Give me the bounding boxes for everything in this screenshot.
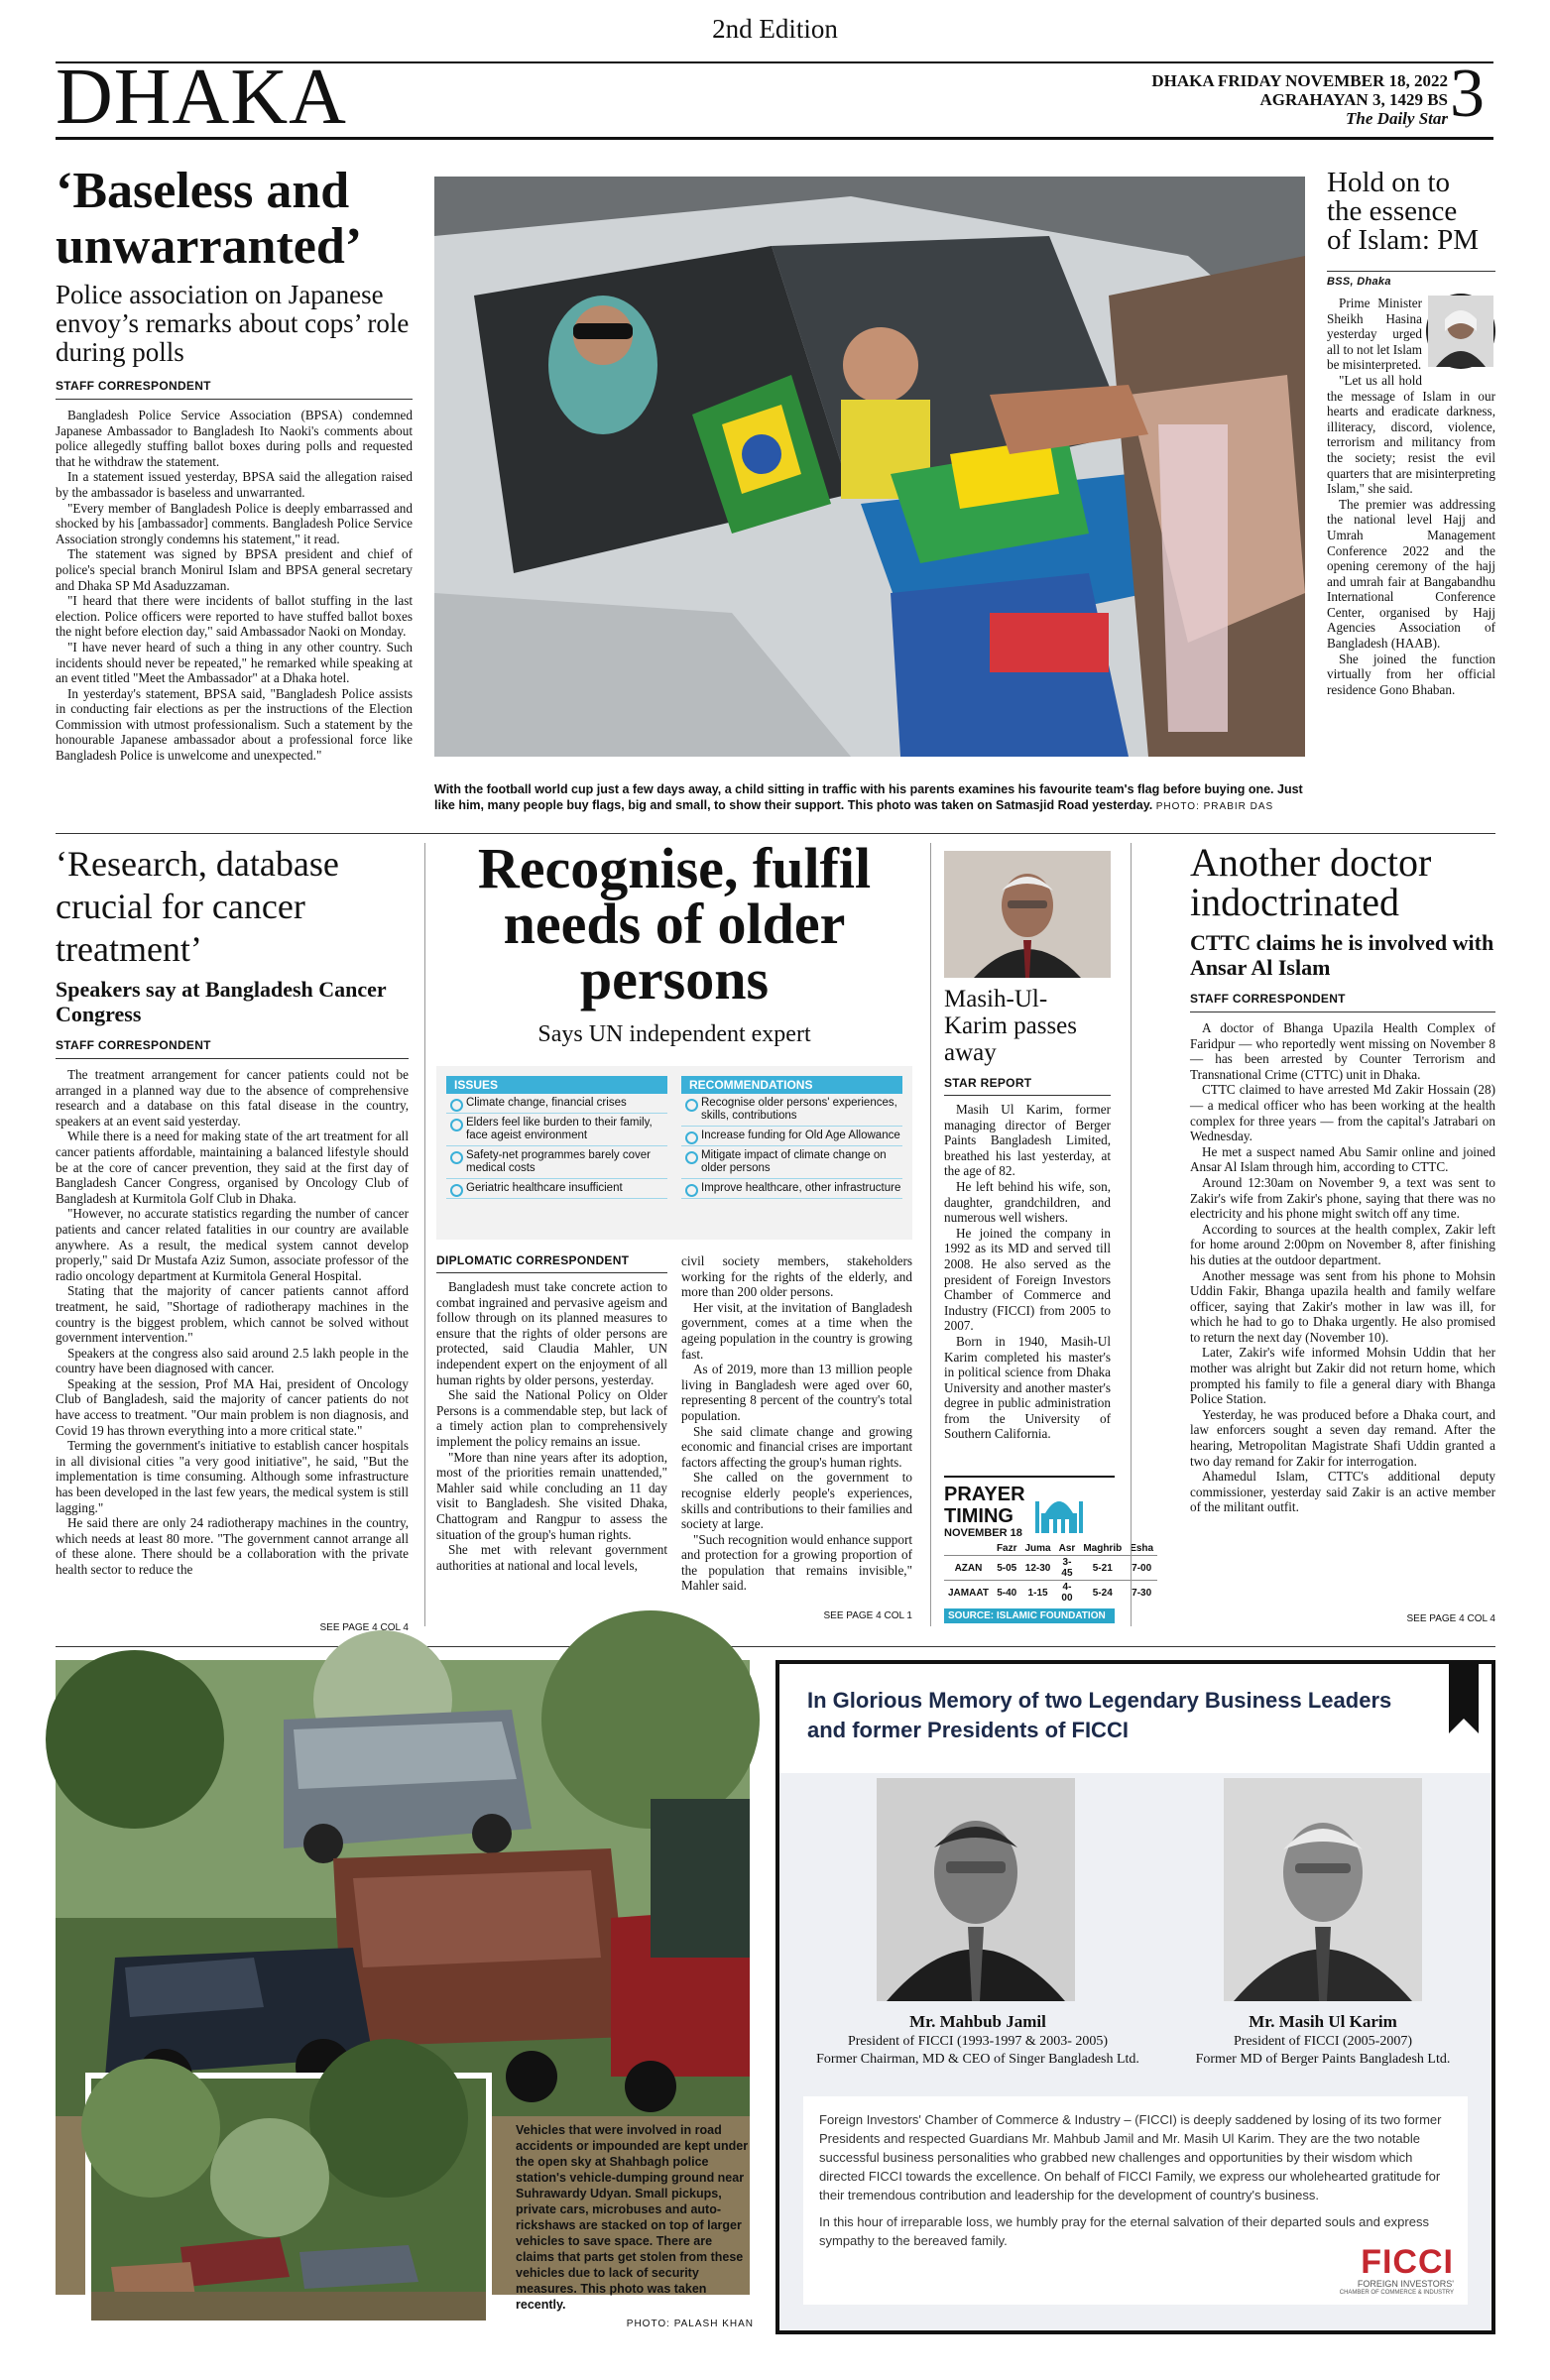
paragraph: Bangladesh Police Service Association (BPSA) condemned Japanese Ambassador to Bangladesh Ito Naoki's comments about police allegedly stuffing ballot boxes during polls and requested that he withdraw the statement. — [56, 408, 413, 469]
paragraph: The premier was addressing the national level Hajj and Umrah Management Conference 2022 and the opening ceremony of the hajj and umrah fair at Bangabandhu International Conference Center, organised by Hajj Agencies Association of Bangladesh (HAAB). — [1327, 496, 1495, 652]
caption-text: Vehicles that were involved in road accidents or impounded are kept under the open sky at Shahbagh police station's vehicle-dumping ground near Suhrawardy Udyan. Small pickups, private cars, microbuses and auto-rickshaws are stacked on top of larger vehicles to save space. There are claims that parts get stolen from these vehicles due to lack of security measures. This photo was taken recently. — [516, 2123, 749, 2312]
recommendation-item: Improve healthcare, other infrastructure — [681, 1179, 902, 1199]
table-header: Maghrib — [1083, 1543, 1123, 1554]
table-cell: 5-05 — [997, 1562, 1017, 1574]
paragraph: "More than nine years after its adoption, most of the priorities remain unattended," Mahler said while concluding an 11 day visit to Bangladesh. She visited Dhaka, Chattogram and Rangpur to assess the situation of the group's human rights. — [436, 1449, 667, 1542]
paper-logo: The Daily Star — [1346, 109, 1448, 128]
mahbub-jamil-portrait — [877, 1778, 1075, 2001]
story-baseless — [56, 164, 413, 824]
photo-credit: PHOTO: PALASH KHAN — [626, 2319, 754, 2329]
portrait-icon — [1224, 1778, 1422, 2001]
ficci-memorial-ad — [775, 1660, 1495, 2334]
flag-photo-image — [434, 177, 1305, 757]
paragraph: "Let us all hold the message of Islam in our hearts and eradicate darkness, illiteracy, discord, violence, terrorism and militancy from the society; resist the evil quarters that are misinterpreting Islam," she said. — [1327, 372, 1495, 497]
table-cell: AZAN — [954, 1562, 983, 1574]
headline-line: Recognise, fulfil — [477, 836, 872, 900]
table-cell: 5-21 — [1092, 1562, 1113, 1574]
article-body — [681, 1253, 912, 1610]
paragraph: She said the National Policy on Older Persons is a commendable step, but lack of a timely action plan to comprehensively implement the policy remains an issue. — [436, 1387, 667, 1449]
table-header: Asr — [1058, 1543, 1076, 1554]
person-role: Former MD of Berger Paints Bangladesh Ltd. — [1195, 2052, 1451, 2067]
person-2-info — [1156, 2011, 1490, 2069]
paragraph: She said climate change and growing economic and financial crises are important factors affecting the group's human rights. — [681, 1423, 912, 1470]
issues-panel — [436, 1066, 912, 1240]
paragraph: He joined the company in 1992 as its MD and served till 2008. He also served as the president of Foreign Investors Chamber of Commerce and Industry (FICCI) from 2005 to 2007. — [944, 1225, 1111, 1334]
issues-title: ISSUES — [446, 1076, 667, 1094]
paragraph: In yesterday's statement, BPSA said, "Bangladesh Police assists in conducting fair elections as per the instructions of the Election Commission with utmost professionalism. Such a statement by the honourable Japanese ambassador about a professional force like Bangladesh Police is unwelcome and unexpected." — [56, 685, 413, 764]
dek: Says UN independent expert — [537, 1021, 811, 1047]
date-block — [1111, 71, 1448, 128]
prayer-title-line: TIMING — [944, 1505, 1013, 1527]
paragraph: He left behind his wife, son, daughter, grandchildren, and numerous well wishers. — [944, 1178, 1111, 1226]
story-islam — [1327, 169, 1495, 757]
ficci-logo-sub: FOREIGN INVESTORS' — [1357, 2279, 1454, 2289]
masih-ul-karim-portrait — [1224, 1778, 1422, 2001]
masih-photo — [944, 851, 1111, 978]
article-body — [56, 408, 413, 824]
headline-line: of Islam: PM — [1327, 224, 1480, 256]
recommendation-item: Increase funding for Old Age Allowance — [681, 1127, 902, 1146]
see-page-jump[interactable]: SEE PAGE 4 COL 1 — [823, 1610, 912, 1621]
ficci-logo-sub: CHAMBER OF COMMERCE & INDUSTRY — [1339, 2290, 1454, 2296]
recommendations-title: RECOMMENDATIONS — [681, 1076, 902, 1094]
person-1-info — [779, 2011, 1176, 2069]
paragraph: "Every member of Bangladesh Police is deeply embarrassed and shocked by his [ambassador] comments. Bangladesh Police Service Association strongly condemns his statement," it read. — [56, 500, 413, 546]
headline-line: persons — [579, 947, 770, 1012]
table-row — [944, 1556, 1157, 1581]
column-rule — [1131, 843, 1132, 1626]
paragraph: CTTC claimed to have arrested Md Zakir Hossain (28) — a medical officer who has been working at the health complex for three years — from the capital's Jatrabari on Wednesday. — [1190, 1082, 1495, 1144]
paragraph: Bangladesh must take concrete action to combat ingrained and pervasive ageism and follow through on its planned measures to ensure that the rights of older persons are protected, said Claudia Mahler, UN independent expert on the enjoyment of all human rights by older persons, yesterday. — [436, 1279, 667, 1387]
paragraph: Around 12:30am on November 9, a text was sent to Zakir's wife from Zakir's phone, saying that there was no electricity and his phone might switch off any time. — [1190, 1174, 1495, 1222]
article-body — [56, 1067, 409, 1622]
ad-title — [807, 1686, 1391, 1745]
section-rule — [56, 1646, 1495, 1647]
byline-rule — [56, 399, 413, 400]
paragraph: Yesterday, he was produced before a Dhaka court, and law enforcers sought a seven day remand. After the hearing, Metropolitan Magistrate Shafi Uddin granted a two day remand for Zakir for interrogation. — [1190, 1406, 1495, 1469]
dek: Speakers say at Bangladesh Cancer Congress — [56, 977, 387, 1026]
table-row — [944, 1581, 1157, 1606]
person-name: Mr. Masih Ul Karim — [1249, 2012, 1397, 2031]
paragraph: She joined the function virtually from her official residence Gono Bhaban. — [1327, 651, 1495, 697]
recommendation-item: Recognise older persons' experiences, skills, contributions — [681, 1094, 902, 1127]
headline — [1190, 840, 1495, 924]
headline-line: away — [944, 1039, 997, 1066]
issues-column — [446, 1076, 667, 1230]
ad-body — [803, 2096, 1468, 2305]
see-page-jump[interactable]: SEE PAGE 4 COL 4 — [1406, 1613, 1495, 1624]
ficci-logo — [1340, 2245, 1454, 2297]
table-cell: 7-00 — [1132, 1562, 1152, 1574]
headline-line: unwarranted’ — [56, 218, 363, 275]
story-doctor — [1190, 840, 1495, 1624]
table-cell: 1-15 — [1027, 1587, 1048, 1599]
headline-line: treatment’ — [56, 929, 202, 969]
ad-header — [779, 1664, 1491, 1773]
paragraph: Prime Minister Sheikh Hasina yesterday urged all to not let Islam be misinterpreted. — [1327, 296, 1422, 373]
portrait-icon — [877, 1778, 1075, 2001]
flag-photo — [434, 177, 1305, 757]
flag-photo-caption — [434, 781, 1305, 815]
table-header: Esha — [1130, 1543, 1154, 1554]
mosque-icon — [1031, 1488, 1087, 1537]
vehicle-inset-photo — [85, 2073, 492, 2326]
byline: DIPLOMATIC CORRESPONDENT — [436, 1253, 630, 1267]
portrait-icon — [944, 851, 1111, 978]
vehicle-photo-caption — [516, 2122, 754, 2332]
bangla-date: AGRAHAYAN 3, 1429 BS — [1259, 90, 1448, 109]
headline-line: Another doctor — [1190, 840, 1432, 885]
byline-rule — [1327, 271, 1495, 272]
byline: STAFF CORRESPONDENT — [56, 1038, 211, 1052]
paragraph: Speaking at the session, Prof MA Hai, president of Oncology Club of Bangladesh, said the majority of cancer patients do not have access to treatment. "Our main problem is non diagnosis, and Covid 19 has thrown everything into a more critical state." — [56, 1375, 409, 1438]
column-rule — [424, 843, 425, 1626]
headline-line: Hold on to — [1327, 167, 1451, 198]
headline-line: ‘Research, database — [56, 844, 339, 884]
headline — [1327, 169, 1495, 255]
ad-paragraph: In this hour of irreparable loss, we humbly pray for the eternal salvation of their departed souls and express sympathy to the bereaved family. — [819, 2214, 1429, 2248]
headline — [56, 164, 413, 275]
byline-rule — [436, 1272, 667, 1273]
story-older-persons — [436, 836, 912, 1621]
headline — [56, 843, 409, 971]
table-cell: 5-40 — [997, 1587, 1017, 1599]
paragraph: "I heard that there were incidents of ballot stuffing in the last election. Police officers were reported to have stuffed ballot boxes the night before election day," said Ambassador Naoki on Monday. — [56, 593, 413, 640]
paragraph: Another message was sent from his phone to Mohsin Uddin Fakir, Bhanga upazila health and family welfare officer, saying that Zakir's mother in law was ill, for which he had to go to Dhaka urgently. He also promised to return the next day (November 10). — [1190, 1267, 1495, 1345]
table-cell: 7-30 — [1132, 1587, 1152, 1599]
headline — [436, 836, 912, 1012]
paragraph: "However, no accurate statistics regarding the number of cancer patients and cancer related fatalities in our country are available anywhere. As a result, the medical system cannot develop properly," said Dr Mustafa Aziz Sumon, associate professor of the radio oncology department at Kurmitola General Hospital. — [56, 1206, 409, 1283]
person-role: Former Chairman, MD & CEO of Singer Bangladesh Ltd. — [816, 2052, 1139, 2067]
page-number: 3 — [1450, 56, 1485, 132]
portrait-icon — [1428, 296, 1493, 367]
recommendations-column — [681, 1076, 902, 1230]
table-cell: 4-00 — [1061, 1582, 1073, 1604]
issue-item: Climate change, financial crises — [446, 1094, 667, 1114]
article-columns — [436, 1253, 912, 1621]
paragraph: As of 2019, more than 13 million people living in Bangladesh were aged over 60, representing 8 percent of the country's total population. — [681, 1362, 912, 1423]
paragraph: "I have never heard of such a thing in any other country. Such incidents should never be repeated," he remarked while speaking at an event titled "Meet the Ambassador" at a Dhaka hotel. — [56, 639, 413, 686]
paragraph: She called on the government to recognise elderly people's experiences, skills and contributions to their families and society at large. — [681, 1470, 912, 1532]
person-role: President of FICCI (1993-1997 & 2003- 2005) — [847, 2034, 1109, 2049]
ad-paragraph: Foreign Investors' Chamber of Commerce & Industry – (FICCI) is deeply saddened by losing of its two former Presidents and respected Guardians Mr. Mahbub Jamil and Mr. Masih Ul Karim. They are the two notable successful business personalities who grabbed new challenges and opportunities by their wisdom which directed FICCI towards the excellence. On behalf of FICCI Family, we express our wholehearted gratitude for their tremendous contribution and leadership for the development of country's business. — [819, 2112, 1442, 2202]
byline-rule — [56, 1058, 409, 1059]
vehicle-inset-image — [91, 2079, 486, 2320]
paragraph: The statement was signed by BPSA president and chief of police's special branch Monirul Islam and BPSA general secretary and Dhaka SP Md Asaduzzaman. — [56, 546, 413, 593]
byline: STAR REPORT — [944, 1076, 1032, 1090]
paragraph: She met with relevant government authorities at national and local levels, — [436, 1542, 667, 1573]
table-header: Juma — [1024, 1543, 1051, 1554]
paragraph: Stating that the majority of cancer patients cannot afford treatment, he said, "Shortage of radiotherapy machines in the country is the biggest problem, which cannot be solved without government intervention." — [56, 1283, 409, 1346]
section-rule — [56, 833, 1495, 834]
issue-item: Elders feel like burden to their family, face ageist environment — [446, 1114, 667, 1146]
ficci-logo-text: FICCI — [1361, 2243, 1454, 2281]
person-name: Mr. Mahbub Jamil — [909, 2012, 1046, 2031]
masthead-rule — [56, 137, 1493, 140]
paragraph: Speakers at the congress also said around 2.5 lakh people in the country have been diagnosed with cancer. — [56, 1345, 409, 1376]
prayer-title — [944, 1484, 1025, 1540]
ad-title-line: and former Presidents of FICCI — [807, 1718, 1129, 1742]
headline-line: ‘Baseless and — [56, 163, 350, 219]
article-column — [436, 1253, 667, 1621]
article-body — [944, 1102, 1111, 1461]
pm-portrait — [1426, 294, 1495, 369]
paragraph: He said there are only 24 radiotherapy machines in the country, which needs at least 80 more. "The government cannot arrange all of these alone. There should be a collaboration with the private health sector to reduce the — [56, 1515, 409, 1577]
issue-item: Geriatric healthcare insufficient — [446, 1179, 667, 1199]
byline: BSS, Dhaka — [1327, 276, 1391, 288]
ad-title-line: In Glorious Memory of two Legendary Business Leaders — [807, 1688, 1392, 1713]
paragraph: Born in 1940, Masih-Ul Karim completed his master's in political science from Dhaka University and another master's degree in public administration from the University of Southern California. — [944, 1333, 1111, 1442]
prayer-title-line: PRAYER — [944, 1484, 1025, 1505]
edition-label: 2nd Edition — [712, 14, 838, 44]
paragraph: While there is a need for making state of the art treatment for all cancer patients affordable, maintaining a balanced lifestyle should be at the core of cancer prevention, they said at the first day of Bangladesh Cancer Congress, organised by Oncology Club of Bangladesh at Kurmitola Golf Club in Dhaka. — [56, 1129, 409, 1206]
table-header: Fazr — [996, 1543, 1017, 1554]
table-cell: JAMAAT — [948, 1587, 989, 1599]
issue-item: Safety-net programmes barely cover medical costs — [446, 1146, 667, 1179]
story-cancer — [56, 843, 409, 1633]
headline-line: Masih-Ul- — [944, 986, 1048, 1012]
section-title: DHAKA — [56, 54, 347, 141]
article-column — [681, 1253, 912, 1621]
date-line: DHAKA FRIDAY NOVEMBER 18, 2022 — [1151, 71, 1448, 90]
paragraph: civil society members, stakeholders working for the rights of the elderly, and more than 200 older persons. — [681, 1253, 912, 1300]
person-role: President of FICCI (2005-2007) — [1233, 2034, 1413, 2049]
paragraph: A doctor of Bhanga Upazila Health Complex of Faridpur — who reportedly went missing on November 8 — has been arrested by Counter Terrorism and Transnational Crime (CTTC) unit in Dhaka. — [1190, 1020, 1495, 1082]
prayer-timing-box — [944, 1476, 1154, 1624]
paragraph: Ahamedul Islam, CTTC's additional deputy commissioner, yesterday said Zakir is an active member of the militant outfit. — [1190, 1469, 1495, 1515]
story-masih — [944, 851, 1111, 1461]
paragraph: Masih Ul Karim, former managing director of Berger Paints Bangladesh Limited, breathed his last yesterday, at the age of 82. — [944, 1102, 1111, 1179]
see-page-jump[interactable]: SEE PAGE 4 COL 4 — [319, 1622, 409, 1633]
recommendation-item: Mitigate impact of climate change on older persons — [681, 1146, 902, 1179]
paragraph: Terming the government's initiative to establish cancer hospitals in all divisional cities "a very good initiative", he said, "But the implementation is time consuming. Although some infrastructure has been developed in the last few years, the medical system is still lagging." — [56, 1438, 409, 1515]
mourning-ribbon-icon — [1444, 1664, 1484, 1733]
headline — [944, 986, 1111, 1066]
prayer-table — [944, 1542, 1157, 1605]
paragraph: In a statement issued yesterday, BPSA said the allegation raised by the ambassador is baseless and unwarranted. — [56, 469, 413, 500]
headline-line: needs of older — [503, 892, 846, 956]
prayer-header — [944, 1484, 1115, 1540]
byline: STAFF CORRESPONDENT — [1190, 992, 1346, 1006]
table-header — [944, 1542, 993, 1556]
paragraph: The treatment arrangement for cancer patients could not be arranged in a planned way due to the absence of comprehensive research and a database on this fatal disease in the country, speakers at an event said yesterday. — [56, 1067, 409, 1129]
paragraph: He met a suspect named Abu Samir online and joined Ansar Al Islam through him, according to CTTC. — [1190, 1143, 1495, 1175]
headline-line: the essence — [1327, 195, 1458, 227]
byline: STAFF CORRESPONDENT — [56, 379, 211, 393]
headline-line: Karim passes — [944, 1012, 1077, 1039]
byline-rule — [944, 1095, 1111, 1096]
paragraph: Later, Zakir's wife informed Mohsin Uddin that her mother was alright but Zakir did not return home, which prompted his family to file a general diary with Bhanga Police Station. — [1190, 1345, 1495, 1407]
article-body — [1190, 1020, 1495, 1613]
dek: CTTC claims he is involved with Ansar Al Islam — [1190, 930, 1494, 980]
dek: Police association on Japanese envoy’s remarks about cops’ role during polls — [56, 280, 410, 367]
column-rule — [930, 843, 931, 1626]
prayer-date: NOVEMBER 18 — [944, 1527, 1022, 1539]
table-row — [944, 1542, 1157, 1556]
table-cell: 3-45 — [1061, 1557, 1073, 1579]
paragraph: Her visit, at the invitation of Bangladesh government, comes at a time when the ageing population in the country is growing fast. — [681, 1299, 912, 1362]
headline-line: crucial for cancer — [56, 887, 305, 926]
article-body — [436, 1279, 667, 1621]
photo-credit: PHOTO: PRABIR DAS — [1155, 801, 1274, 812]
paragraph: "Such recognition would enhance support and protection for a growing proportion of the population that remains invisible," Mahler said. — [681, 1531, 912, 1594]
table-cell: 12-30 — [1024, 1562, 1051, 1574]
table-cell: 5-24 — [1092, 1587, 1113, 1599]
paragraph: According to sources at the health complex, Zakir left for home around 2:00pm on November 8, after finishing his duties at the outdoor department. — [1190, 1221, 1495, 1267]
headline-line: indoctrinated — [1190, 880, 1400, 924]
prayer-source: SOURCE: ISLAMIC FOUNDATION — [944, 1608, 1115, 1623]
caption-text: With the football world cup just a few days away, a child sitting in traffic with his parents examines his favourite team's flag before buying one. Just like him, many people buy flags, big and small, to show their support. This photo was taken on Satmasjid Road yesterday. — [434, 782, 1303, 812]
